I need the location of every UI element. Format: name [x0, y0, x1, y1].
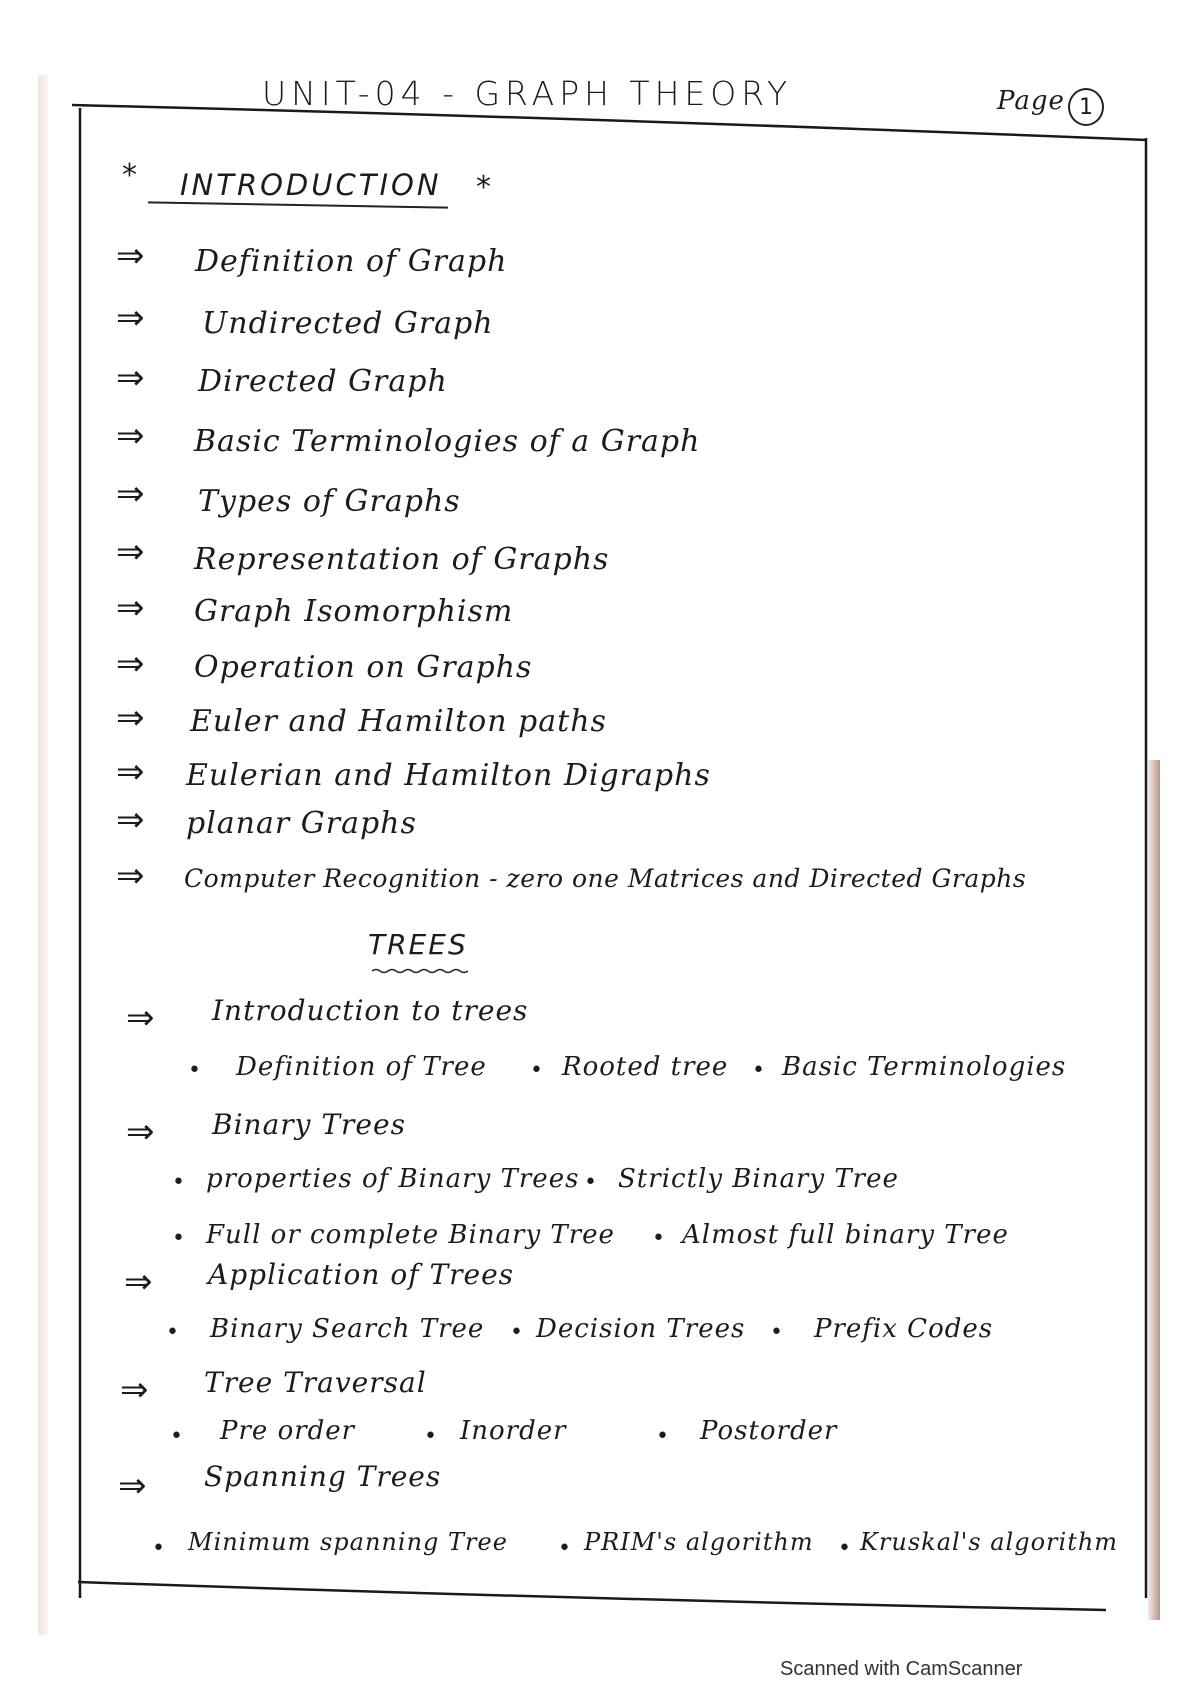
- introduction-heading: INTRODUCTION: [180, 168, 442, 202]
- wavy-underline: [372, 968, 468, 974]
- arrow-icon: ⇒: [116, 298, 145, 338]
- section-title: Application of Trees: [208, 1258, 515, 1291]
- list-item: Definition of Tree: [236, 1052, 487, 1082]
- page-label: Page: [997, 86, 1065, 116]
- list-item: Undirected Graph: [202, 306, 494, 341]
- bullet-icon: •: [510, 1320, 523, 1345]
- arrow-icon: ⇒: [116, 698, 145, 738]
- arrow-icon: ⇒: [126, 1112, 155, 1152]
- bullet-icon: •: [170, 1424, 183, 1449]
- bullet-icon: •: [652, 1226, 665, 1251]
- list-item: Full or complete Binary Tree: [206, 1220, 615, 1250]
- list-item: Kruskal's algorithm: [860, 1528, 1119, 1556]
- arrow-icon: ⇒: [116, 416, 145, 456]
- list-item: Binary Search Tree: [210, 1314, 485, 1344]
- bullet-icon: •: [558, 1536, 571, 1561]
- section-title: Tree Traversal: [204, 1366, 427, 1399]
- list-item: Prefix Codes: [814, 1314, 994, 1344]
- arrow-icon: ⇒: [116, 856, 145, 896]
- page-number: [1068, 88, 1104, 126]
- list-item: Euler and Hamilton paths: [190, 704, 607, 739]
- bullet-icon: •: [656, 1424, 669, 1449]
- bullet-icon: •: [172, 1170, 185, 1195]
- list-item: Basic Terminologies: [782, 1052, 1067, 1082]
- section-title: Binary Trees: [212, 1108, 406, 1141]
- bullet-icon: •: [166, 1320, 179, 1345]
- section-title: Introduction to trees: [212, 994, 529, 1027]
- arrow-icon: ⇒: [116, 236, 145, 276]
- list-item: Eulerian and Hamilton Digraphs: [186, 758, 711, 793]
- trees-heading: TREES: [368, 928, 468, 961]
- bullet-icon: •: [530, 1058, 543, 1083]
- list-item: Strictly Binary Tree: [618, 1164, 899, 1194]
- arrow-icon: ⇒: [118, 1466, 147, 1506]
- list-item: Graph Isomorphism: [194, 594, 514, 629]
- bullet-icon: •: [172, 1226, 185, 1251]
- list-item: Basic Terminologies of a Graph: [194, 424, 701, 459]
- list-item: Types of Graphs: [198, 484, 461, 519]
- bullet-icon: •: [152, 1536, 165, 1561]
- scanner-watermark: Scanned with CamScanner: [780, 1658, 1023, 1680]
- list-item: Directed Graph: [198, 364, 448, 399]
- star-icon: *: [476, 170, 491, 205]
- arrow-icon: ⇒: [116, 800, 145, 840]
- arrow-icon: ⇒: [116, 474, 145, 514]
- list-item: Definition of Graph: [195, 244, 508, 279]
- arrow-icon: ⇒: [116, 588, 145, 628]
- arrow-icon: ⇒: [126, 998, 155, 1038]
- list-item: Decision Trees: [536, 1314, 746, 1344]
- list-item: Pre order: [220, 1416, 356, 1446]
- list-item: Minimum spanning Tree: [188, 1528, 508, 1556]
- arrow-icon: ⇒: [116, 752, 145, 792]
- list-item: Postorder: [700, 1416, 838, 1446]
- page-number-value: 1: [1079, 94, 1093, 120]
- arrow-icon: ⇒: [116, 532, 145, 572]
- arrow-icon: ⇒: [120, 1370, 149, 1410]
- list-item: properties of Binary Trees: [206, 1164, 580, 1194]
- list-item: Almost full binary Tree: [682, 1220, 1009, 1250]
- list-item: Operation on Graphs: [194, 650, 533, 685]
- arrow-icon: ⇒: [124, 1262, 153, 1302]
- bullet-icon: •: [188, 1058, 201, 1083]
- arrow-icon: ⇒: [116, 644, 145, 684]
- bullet-icon: •: [424, 1424, 437, 1449]
- section-title: Spanning Trees: [204, 1460, 442, 1493]
- list-item: planar Graphs: [186, 806, 417, 841]
- bullet-icon: •: [584, 1170, 597, 1195]
- bullet-icon: •: [752, 1058, 765, 1083]
- bullet-icon: •: [838, 1536, 851, 1561]
- arrow-icon: ⇒: [116, 358, 145, 398]
- star-icon: *: [122, 158, 137, 193]
- bullet-icon: •: [770, 1320, 783, 1345]
- list-item: PRIM's algorithm: [584, 1528, 814, 1556]
- unit-title: UNIT-04 - GRAPH THEORY: [262, 74, 793, 113]
- list-item: Computer Recognition - zero one Matrices and Directed Graphs: [184, 864, 1027, 893]
- list-item: Rooted tree: [562, 1052, 729, 1082]
- list-item: Representation of Graphs: [194, 542, 610, 577]
- list-item: Inorder: [460, 1416, 567, 1446]
